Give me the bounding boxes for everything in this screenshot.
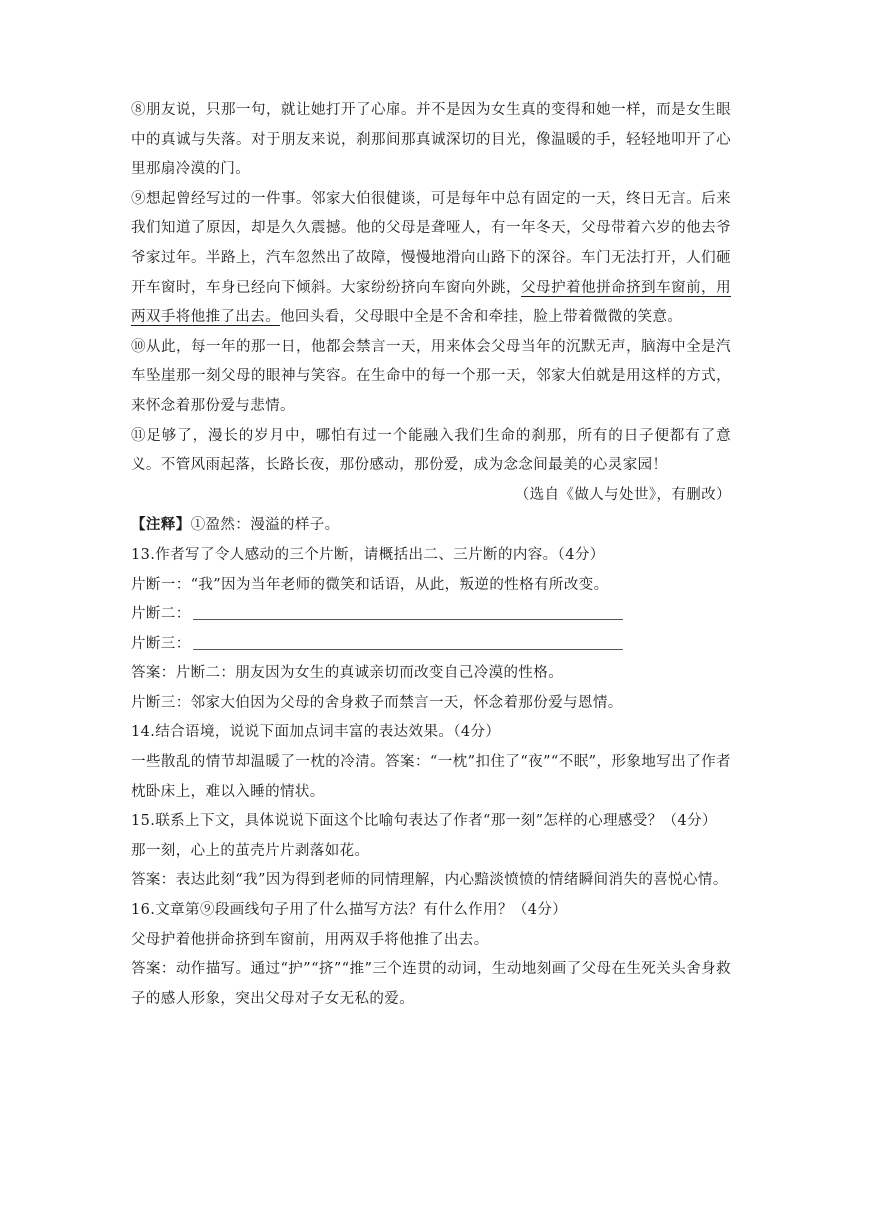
annotation xyxy=(131,510,731,541)
fragment-2-blank[interactable] xyxy=(193,619,623,620)
paragraph-11: ⑪足够了，漫长的岁月中，哪怕有过一个能融入我们生命的刹那，所有的日子便都有了意义。不管风雨起落，长路长夜，那份感动，那份爱，成为念念间最美的心灵家园！ xyxy=(131,427,731,474)
question-13-fragment-3-line xyxy=(131,630,731,660)
paragraph-10: ⑩从此，每一年的那一日，他都会禁言一天，用来体会父母当年的沉默无声，脑海中全是汽车坠崖那一刻父母的眼神与笑容。在生命中的每一个那一天，邻家大伯就是用这样的方式，来怀念着那份爱与悲情。 xyxy=(131,338,731,414)
paragraph-9-underlined-sentence: 父母护着他拼命挤到车窗前，用两双手将他推了出去。 xyxy=(131,279,731,326)
question-15: 15.联系上下文，具体说说下面这个比喻句表达了作者“那一刻”怎样的心理感受？（4分） xyxy=(131,813,717,830)
question-13: 13.作者写了令人感动的三个片断，请概括出二、三片断的内容。（4分） xyxy=(131,546,605,563)
question-16: 16.文章第⑨段画线句子用了什么描写方法？有什么作用？（4分） xyxy=(131,902,568,919)
fragment-3-label: 片断三： xyxy=(131,635,191,652)
source-citation: （选自《做人与处世》，有删改） xyxy=(514,486,731,503)
paragraph-9-text-after: 他回头看，父母眼中全是不舍和牵挂，脸上带着微微的笑意。 xyxy=(280,309,683,326)
question-14-body: 一些散乱的情节却温暖了一枕的冷清。答案：“一枕”扣住了“夜”“不眠”，形象地写出了作者枕卧床上，难以入睡的情状。 xyxy=(131,754,731,800)
question-14: 14.结合语境，说说下面加点词丰富的表达效果。（4分） xyxy=(131,724,501,741)
annotation-text: ①盈然：漫溢的样子。 xyxy=(190,517,340,534)
document-page xyxy=(131,96,731,1014)
question-13-fragment-2-line xyxy=(131,600,731,630)
question-16-sentence: 父母护着他拼命挤到车窗前，用两双手将他推了出去。 xyxy=(131,931,489,948)
question-13-answer-1: 答案：片断二：朋友因为女生的真诚亲切而改变自己冷漠的性格。 xyxy=(131,665,564,682)
question-15-sentence: 那一刻，心上的茧壳片片剥落如花。 xyxy=(131,842,370,859)
question-13-answer-2: 片断三：邻家大伯因为父母的舍身救子而禁言一天，怀念着那份爱与恩情。 xyxy=(131,694,623,711)
question-16-answer: 答案：动作描写。通过“护”“挤”“推”三个连贯的动词，生动地刻画了父母在生死关头舍身救子的感人形象，突出父母对子女无私的爱。 xyxy=(131,961,731,1007)
fragment-3-blank[interactable] xyxy=(193,649,623,650)
paragraph-9 xyxy=(131,185,731,333)
paragraph-9-text-before: ⑨想起曾经写过的一件事。邻家大伯很健谈，可是每年中总有固定的一天，终日无言。后来我们知道了原因，却是久久震撼。他的父母是聋哑人，有一年冬天，父母带着六岁的他去爷爷家过年。半路上，汽车忽然出了故障，慢慢地滑向山路下的深谷。车门无法打开，人们砸开车窗时，车身已经向下倾斜。大家纷纷挤向车窗向外跳， xyxy=(131,190,731,296)
question-15-answer: 答案：表达此刻“我”因为得到老师的同情理解，内心黯淡愤愤的情绪瞬间消失的喜悦心情。 xyxy=(131,872,728,889)
question-13-fragment-1: 片断一：“我”因为当年老师的微笑和话语，从此，叛逆的性格有所改变。 xyxy=(131,576,609,593)
paragraph-8: ⑧朋友说，只那一句，就让她打开了心扉。并不是因为女生真的变得和她一样，而是女生眼中的真诚与失落。对于朋友来说，刹那间那真诚深切的目光，像温暖的手，轻轻地叩开了心里那扇冷漠的门。 xyxy=(131,102,731,178)
annotation-label: 【注释】 xyxy=(131,516,191,534)
fragment-2-label: 片断二： xyxy=(131,606,191,623)
